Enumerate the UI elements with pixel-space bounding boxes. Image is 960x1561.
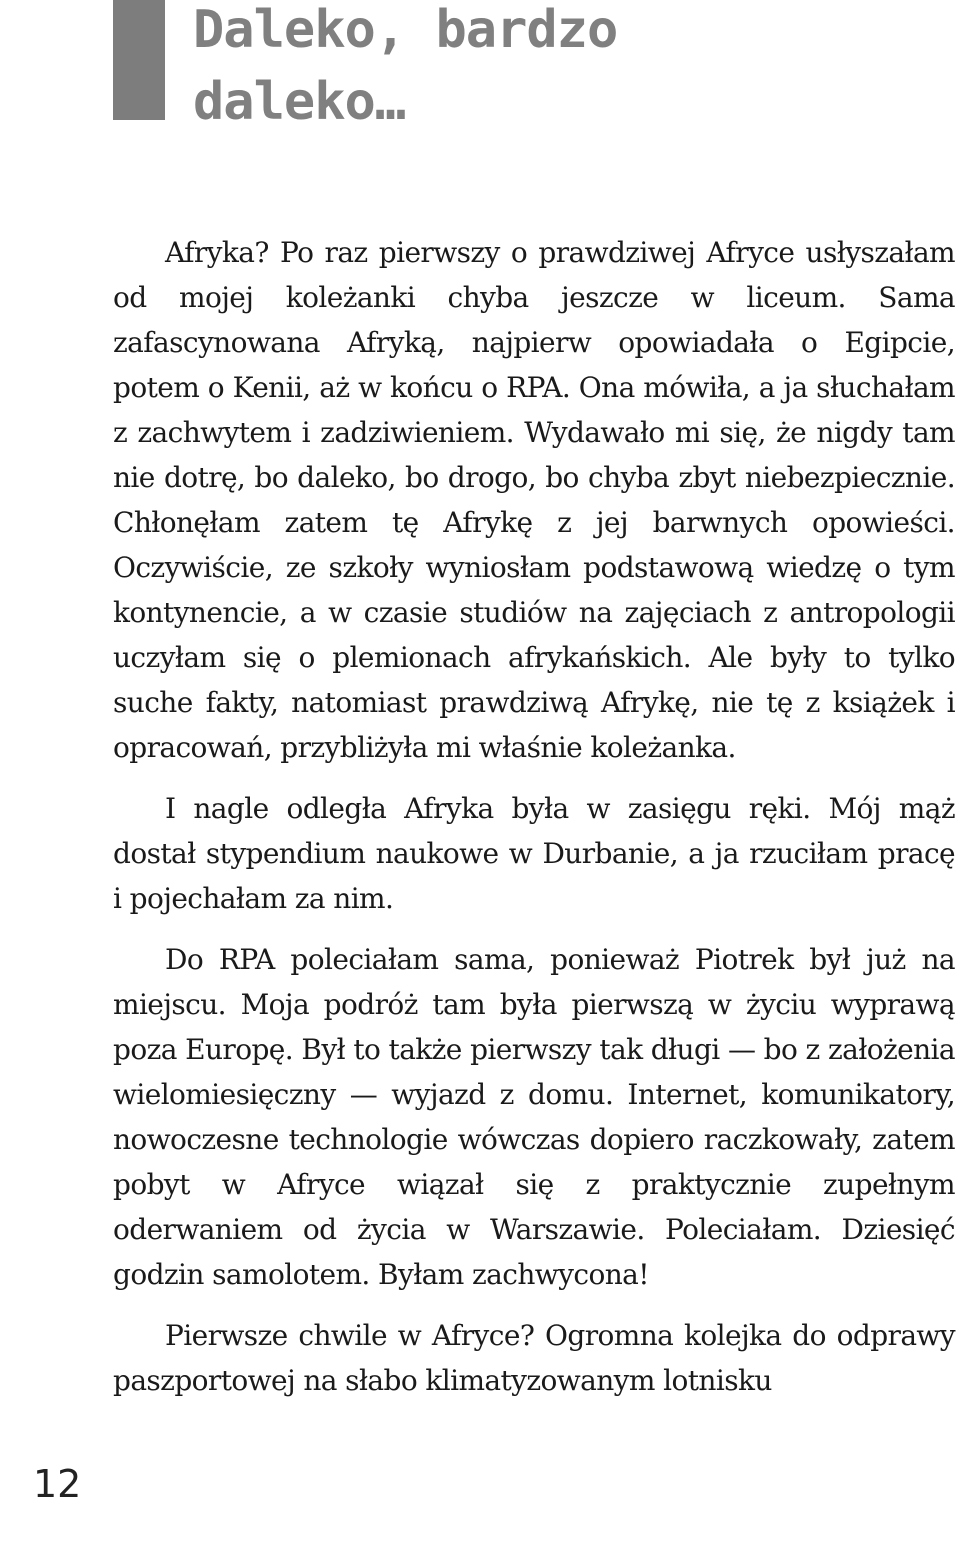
paragraph-3: Do RPA poleciałam sama, ponieważ Piotrek był już na miejscu. Moja podróż tam była pierwszą w życiu wyprawą poza Europę. Był to także pierwszy tak długi — bo z założenia wielomiesięczny — wyjazd z domu. Internet, komunikatory, nowoczesne technologie wówczas dopiero raczkowały, zatem pobyt w Afryce wiązał się z praktycznie zupełnym oderwaniem od życia w Warszawie. Poleciałam. Dziesięć godzin samolotem. Byłam zachwycona! — [113, 943, 955, 1291]
page-number: 12 — [33, 1462, 82, 1506]
paragraph-1: Afryka? Po raz pierwszy o prawdziwej Afryce usłyszałam od mojej koleżanki chyba jeszcze w liceum. Sama zafascynowana Afryką, najpierw opowiadała o Egipcie, potem o Kenii, aż w końcu o RPA. Ona mówiła, a ja słuchałam z zachwytem i zadziwieniem. Wydawało mi się, że nigdy tam nie dotrę, bo daleko, bo drogo, bo chyba zbyt niebezpiecznie. Chłonęłam zatem tę Afrykę z jej barwnych opowieści. Oczywiście, ze szkoły wyniosłam podstawową wiedzę o tym kontynencie, a w czasie studiów na zajęciach z antropologii uczyłam się o plemionach afrykańskich. Ale były to tylko suche fakty, natomiast prawdziwą Afrykę, nie tę z książek i opracowań, przybliżyła mi właśnie koleżanka. — [113, 236, 955, 764]
chapter-title-line-1: Daleko, bardzo — [193, 0, 618, 60]
chapter-body — [113, 230, 955, 1419]
chapter-title-bar — [113, 0, 165, 120]
paragraph-2: I nagle odległa Afryka była w zasięgu ręki. Mój mąż dostał stypendium naukowe w Durbanie, a ja rzuciłam pracę i pojechałam za nim. — [113, 792, 955, 915]
chapter-title — [193, 0, 913, 138]
paragraph-4: Pierwsze chwile w Afryce? Ogromna kolejka do odprawy paszportowej na słabo klimatyzowanym lotnisku — [113, 1319, 955, 1397]
chapter-title-line-2: daleko… — [193, 72, 406, 132]
